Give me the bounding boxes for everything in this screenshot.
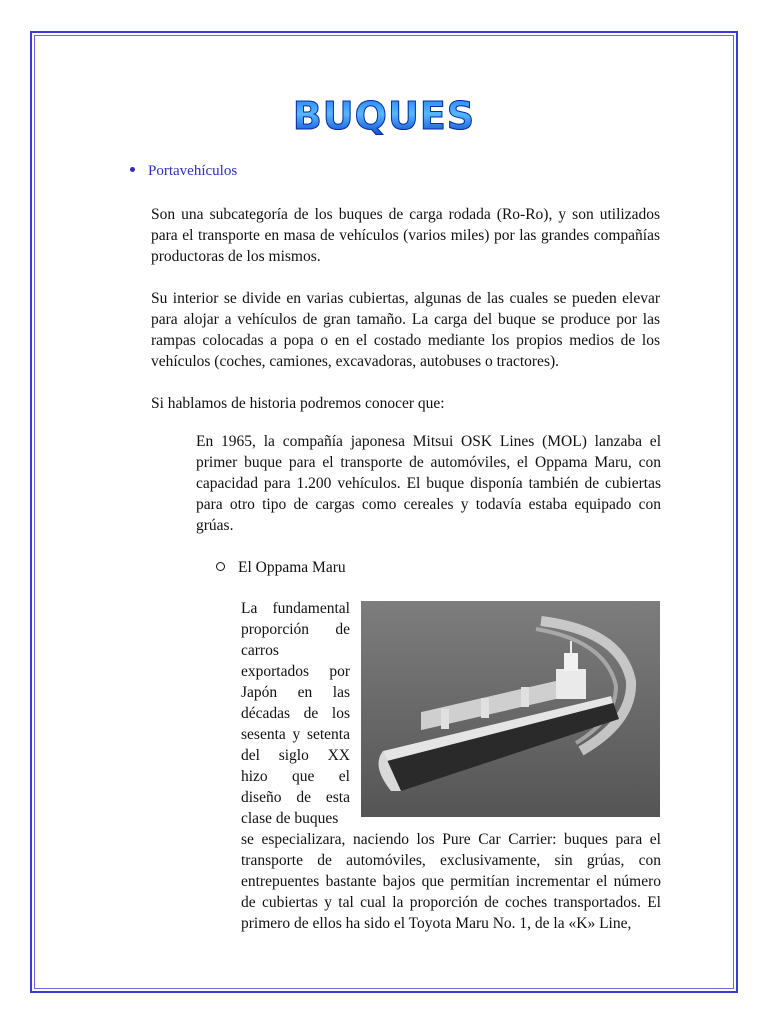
circle-bullet-icon — [216, 562, 225, 571]
paragraph-oppama-continued: se especializara, naciendo los Pure Car Carrier: buques para el transporte de automóviles, exclusivamente, sin grúas, con entrepuentes bastante bajos que permitían incrementar el número de cubiertas y tal cual la proporción de coches transportados. El primero de ellos ha sido el Toyota Maru No. 1, de la «K» Line, — [241, 831, 661, 932]
paragraph-history-intro: Si hablamos de historia podremos conocer que: — [151, 395, 445, 412]
page-title — [0, 94, 768, 138]
paragraph-interior: Su interior se divide en varias cubiertas, algunas de las cuales se pueden elevar para alojar a vehículos de gran tamaño. La carga del buque se produce por las rampas colocadas a popa o en el costado mediante los propios medios de los vehículos (coches, camiones, excavadoras, autobuses o tractores). — [151, 290, 660, 370]
sub-section-heading — [216, 559, 346, 577]
paragraph-definition: Son una subcategoría de los buques de carga rodada (Ro-Ro), y son utilizados para el transporte en masa de vehículos (varios miles) por las grandes compañías productoras de los mismos. — [151, 206, 660, 265]
section-heading — [130, 163, 237, 180]
page-title-text: BUQUES — [292, 94, 476, 138]
bullet-icon — [130, 167, 135, 172]
paragraph-oppama-wrapped: La fundamental proporción de carros exportados por Japón en las décadas de los sesenta y setenta del siglo XX hizo que el diseño de esta clase de buques — [241, 600, 350, 827]
paragraph-history-1965: En 1965, la compañía japonesa Mitsui OSK Lines (MOL) lanzaba el primer buque para el transporte de automóviles, el Oppama Maru, con capacidad para 1.200 vehículos. El buque disponía también de cubiertas para otro tipo de cargas como cereales y todavía estaba equipado con grúas. — [196, 433, 661, 534]
ship-photo — [361, 601, 660, 817]
section-heading-label: Portavehículos — [148, 163, 238, 179]
sub-section-label: El Oppama Maru — [238, 559, 346, 576]
